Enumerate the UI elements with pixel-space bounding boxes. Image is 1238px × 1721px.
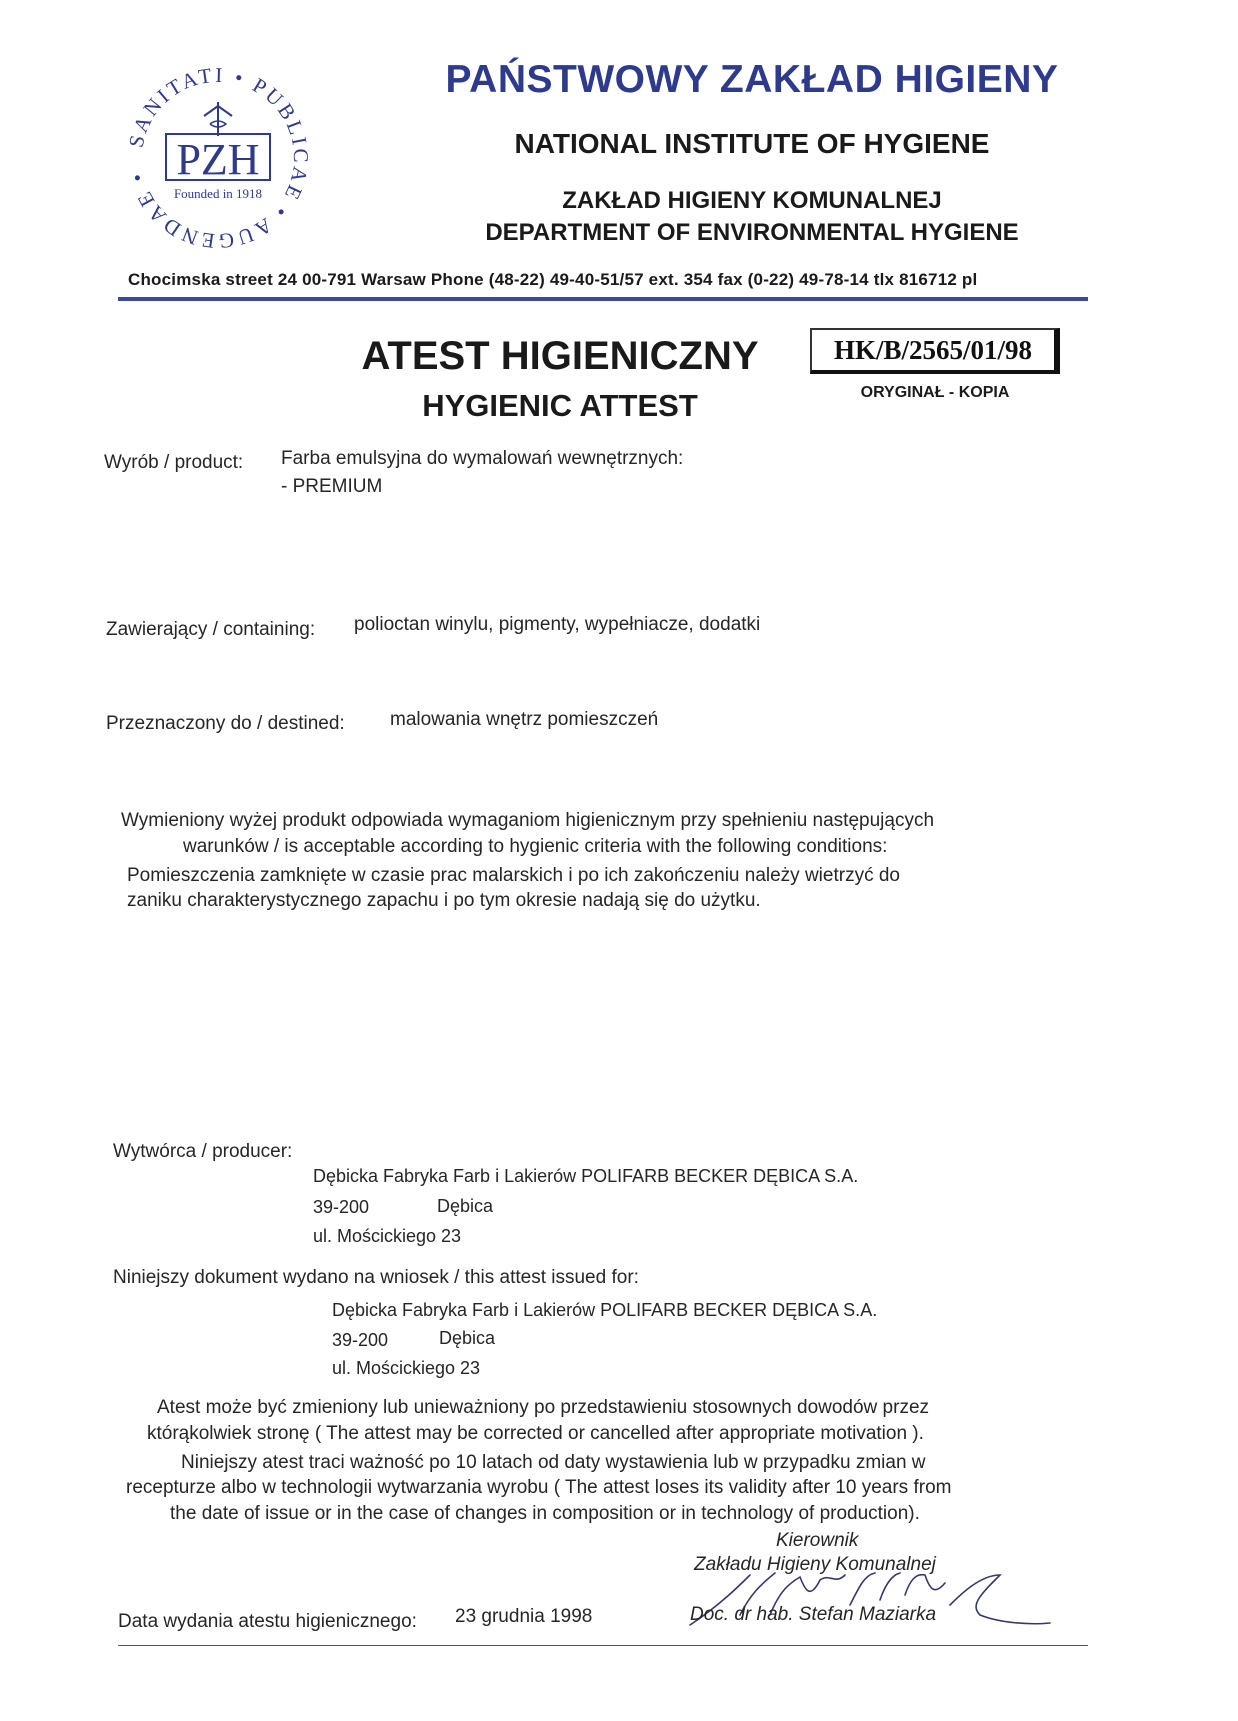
product-description: Farba emulsyjna do wymalowań wewnętrznych: (281, 448, 684, 469)
issued-for-name: Dębicka Fabryka Farb i Lakierów POLIFARB BECKER DĘBICA S.A. (332, 1300, 878, 1320)
producer-city: Dębica (437, 1196, 494, 1216)
signatory-title-2: Zakładu Higieny Komunalnej (694, 1554, 936, 1575)
producer-name: Dębicka Fabryka Farb i Lakierów POLIFARB BECKER DĘBICA S.A. (313, 1166, 859, 1186)
conditions-line-3: Pomieszczenia zamknięte w czasie prac malarskich i po ich zakończeniu należy wietrzyć do (127, 865, 900, 886)
department-name-pl: ZAKŁAD HIGIENY KOMUNALNEJ (562, 187, 942, 214)
producer-street: ul. Mościckiego 23 (313, 1226, 462, 1246)
signatory-title-1: Kierownik (776, 1530, 859, 1551)
product-label: Wyrób / product: (104, 452, 244, 473)
conditions-line-4: zaniku charakterystycznego zapachu i po tym okresie nadają się do użytku. (127, 890, 761, 911)
producer-label: Wytwórca / producer: (113, 1141, 293, 1162)
header-divider (118, 297, 1088, 301)
destined-label: Przeznaczony do / destined: (106, 713, 345, 734)
conditions-line-1: Wymieniony wyżej produkt odpowiada wymaganiom higienicznym przy spełnieniu następujących (121, 810, 935, 831)
notes-line-1: Atest może być zmieniony lub unieważniony po przedstawieniu stosownych dowodów przez (157, 1397, 930, 1418)
issue-date: 23 grudnia 1998 (455, 1606, 593, 1627)
producer-postal-code: 39-200 (313, 1197, 370, 1217)
footer-divider (118, 1645, 1088, 1646)
issued-for-city: Dębica (439, 1328, 496, 1348)
notes-line-4: recepturze albo w technologii wytwarzania wyrobu ( The attest loses its validity after 10 years from (126, 1477, 952, 1498)
pzh-logo (118, 58, 318, 258)
logo-letters: PZH (176, 135, 260, 184)
copy-status: ORYGINAŁ - KOPIA (860, 384, 1010, 401)
handwritten-signature (680, 1545, 1060, 1655)
notes-line-5: the date of issue or in the case of changes in composition or in technology of production). (170, 1503, 920, 1524)
document-title-pl: ATEST HIGIENICZNY (361, 334, 759, 378)
issued-for-street: ul. Mościckiego 23 (332, 1358, 481, 1378)
containing-value: polioctan winylu, pigmenty, wypełniacze, dodatki (354, 614, 761, 635)
conditions-line-2: warunków / is acceptable according to hygienic criteria with the following conditions: (183, 836, 888, 857)
product-name: - PREMIUM (281, 476, 383, 497)
notes-line-2: którąkolwiek stronę ( The attest may be corrected or cancelled after appropriate motivation ). (147, 1423, 924, 1444)
issued-for-postal-code: 39-200 (332, 1330, 389, 1350)
logo-founded: Founded in 1918 (173, 186, 263, 201)
containing-label: Zawierający / containing: (106, 619, 316, 640)
document-title-en: HYGIENIC ATTEST (422, 388, 698, 423)
issued-for-label: Niniejszy dokument wydano na wniosek / this attest issued for: (113, 1267, 639, 1288)
signatory-name: Doc. dr hab. Stefan Maziarka (690, 1604, 937, 1625)
reference-number: HK/B/2565/01/98 (810, 328, 1060, 374)
notes-line-3: Niniejszy atest traci ważność po 10 latach od daty wystawienia lub w przypadku zmian w (181, 1452, 926, 1473)
institute-address: Chocimska street 24 00-791 Warsaw Phone (48-22) 49-40-51/57 ext. 354 fax (0-22) 49-78-14 tlx 816712 pl (128, 270, 978, 289)
institute-name-pl: PAŃSTWOWY ZAKŁAD HIGIENY (445, 58, 1059, 101)
logo-ring-text: SANITATI • PUBLICAE • AUGENDAE • (123, 62, 314, 254)
destined-value: malowania wnętrz pomieszczeń (390, 709, 659, 730)
issue-date-label: Data wydania atestu higienicznego: (118, 1611, 417, 1632)
department-name-en: DEPARTMENT OF ENVIRONMENTAL HYGIENE (485, 219, 1019, 246)
institute-name-en: NATIONAL INSTITUTE OF HYGIENE (514, 128, 990, 159)
